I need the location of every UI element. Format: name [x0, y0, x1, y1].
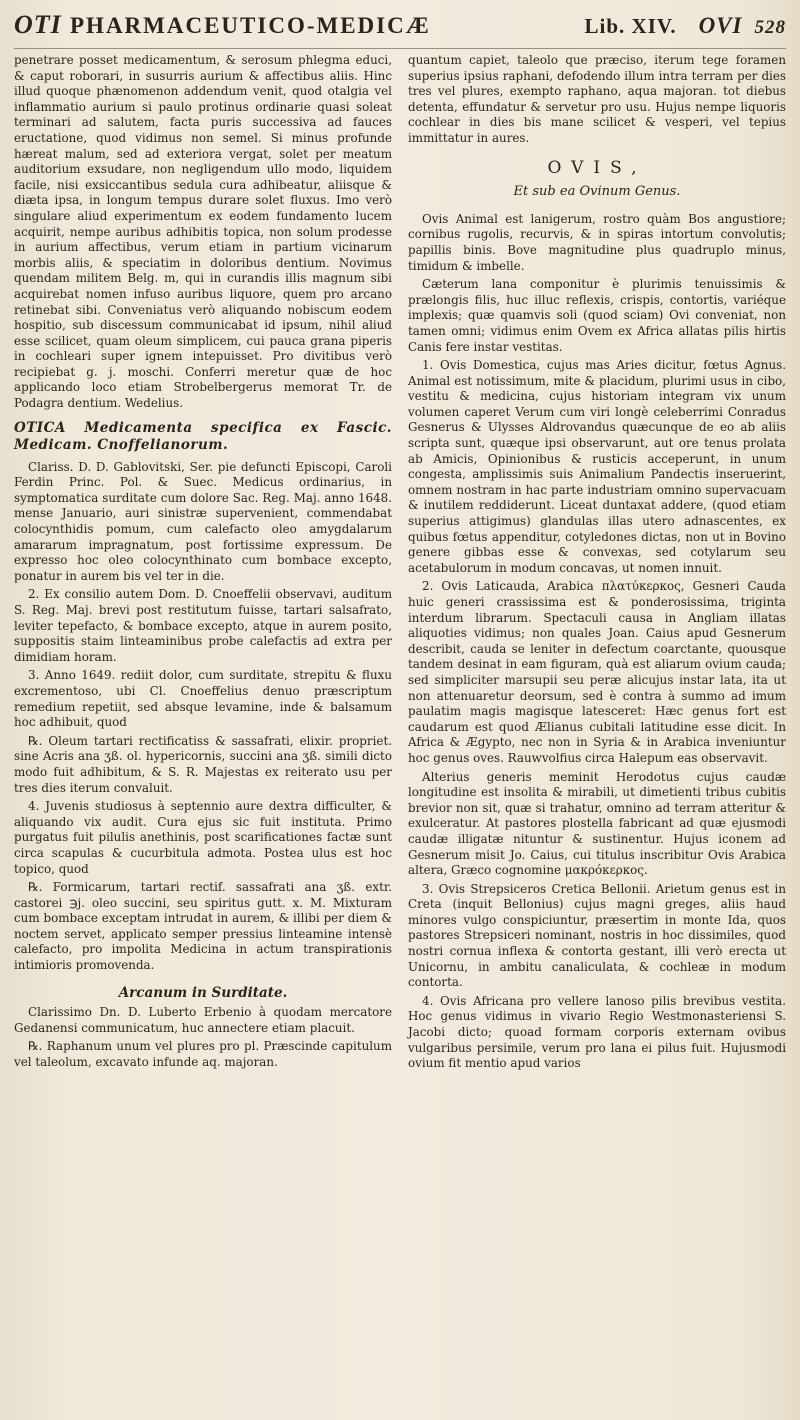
book-number: Lib. XIV.: [584, 14, 677, 38]
right-paragraph-7: 3. Ovis Strepsiceros Cretica Bellonii. Arietum genus est in Creta (inquit Bellonius) cujus magni greges, aliis haud minores vulgo conspiciuntur, præsertim in monte Ida, quos pastores Strepsiceri nominant, nostris in hoc dissimiles, quod nostri cornua inflexa & contorta gestant, illi verò erecta ut Unicornu, in ambitu canaliculata, & cochleæ in modum contorta.: [408, 881, 786, 990]
right-paragraph-4: 1. Ovis Domestica, cujus mas Aries dicitur, fœtus Agnus. Animal est notissimum, mite & placidum, plurimi usus in cibo, vestitu & medicina, cujus historiam integram vix unum volumen caperet Verum cum viri longè celeberrimi Conradus Gesnerus & Ulysses Aldrovandus quæcunque de eo ab aliis scripta sunt, quæque ipsi observarunt, aut ore tenus prolata ab Amicis, Opinionibus & rusticis acceperunt, in unum congesta, amplissimis suis Animalium Pandectis inseruerint, omnem nostram in hac parte industriam omnino supervacuam & inutilem reddiderunt. Liceat duntaxat addere, (quod etiam superius attigimus) glandulas illas utero adnascentes, ex quibus fœtus appenditur, cotyledones dictas, non ut in Bovino genere gibbas esse & convexas, sed cotylarum seu acetabulorum in modum concavas, ut nomen innuit.: [408, 358, 786, 575]
right-paragraph-5: 2. Ovis Laticauda, Arabica πλατύκερκος, Gesneri Cauda huic generi crassissima est & ponderosissima, triginta interdum librarum. Spectaculi causa in Angliam illatas aliquoties vidimus; non quales Joan. Caius apud Gesnerum describit, cauda se leniter in defectum coarctante, quousque tandem desinat in eam figuram, quà est aliarum ovium cauda; sed simpliciter marsupii seu peræ alicujus instar lata, ita ut non attenuaretur deorsum, sed è contra à summo ad imum paulatim magis magisque latesceret: Hæc genus fort est caudarum est quod Ælianus cubitali latitudine esse dicit. In Africa & Ægypto, nec non in Syria & in Arabica inveniuntur hoc genus oves. Rauwvolfius circa Halepum eas observavit.: [408, 579, 786, 765]
left-recipe-3: ℞. Raphanum unum vel plures pro pl. Præscinde capitulum vel taleolum, excavato infunde aq. majoran.: [14, 1039, 392, 1070]
right-column: [408, 53, 786, 1075]
page-number: 528: [754, 17, 786, 38]
right-paragraph-2: Ovis Animal est lanigerum, rostro quàm Bos angustiore; cornibus rugolis, recurvis, & in spiras intortum convolutis; papillis binis. Bove magnitudine plus quadruplo minus, timidum & imbelle.: [408, 211, 786, 273]
running-title: PHARMACEUTICO-MEDICÆ: [70, 13, 431, 38]
left-recipe-1: ℞. Oleum tartari rectificatiss & sassafrati, elixir. propriet. sine Acris ana ʒß. ol. hypericornis, succini ana ʒß. simili dicto modo fuit adhibitum, & S. R. Majestas ex reiterato usu per tres dies iterum convaluit.: [14, 733, 392, 795]
left-paragraph-1: penetrare posset medicamentum, & serosum phlegma educi, & caput roborari, in susurris aurium & affectibus aliis. Hinc illud quoque phænomenon addendum venit, quod otalgia vel inflammatio aurium si paulo protinus ordinarie quasi soleat terminari ad salutem, facta puris successiva ad fauces eructatione, quod vidimus non semel. Si minus profunde hæreat malum, sed ad exteriora vergat, solet per meatum auditorium exsudare, non negligendum ullo modo, liquidem facile, nisi exsiccantibus sedula cura adhibeatur, aliisque & diæta ipsa, in longum tempus durare solet fluxus. Imo verò singulare aliud experimentum ex eodem fundamento lucem acquirit, nempe auribus adhibitis topica, non solum prodesse in aurium affectibus, verum etiam in partium vicinarum morbis aliis, & speciatim in doloribus dentium. Novimus quendam militem Belg. m, qui in curandis illis magnum sibi acquirebat nomen infuso auribus liquore, quem pro arcano retinebat sibi. Conveniatus verò aliquando nobiscum eodem hospitio, sub discessum communicabat id ipsum, nihil aliud esse scilicet, quam oleum simplicem, cui pauca grana piperis in cochleari super ignem intepuisset. Pro divitibus verò recipiebat g. j. moschi. Conferri meretur quæ de hoc applicando loco etiam Strobelbergerus memorat Tr. de Podagra dentium. Wedelius.: [14, 53, 392, 411]
left-paragraph-3: 2. Ex consilio autem Dom. D. Cnoeffelii observavi, auditum S. Reg. Maj. brevi post restitutum fuisse, tartari salsafrato, leviter tepefacto, & bombace excepto, atque in aurem posito, suppositis staim linteaminibus probe calefactis ad extra per dimidiam horam.: [14, 587, 392, 664]
text-columns: [14, 53, 786, 1075]
section-title-otica: OTICA Medicamenta specifica ex Fascic. Medicam. Cnoffelianorum.: [14, 419, 392, 453]
right-paragraph-6: Alterius generis meminit Herodotus cujus caudæ longitudine est insolita & mirabili, ut dimetienti tribus cubitis brevior non sit, quæ si trahatur, omnino ad terram atteritur & exulceratur. At pastores plostella fabricant ad quæ ejusmodi caudæ illigatæ nituntur & sustinentur. Hujus iconem ad Gesnerum misit Jo. Caius, cui titulus inscribitur Ovis Arabica altera, Græco cognomine μακρόκερκος.: [408, 769, 786, 878]
subhead-arcanum: Arcanum in Surditate.: [118, 984, 288, 1001]
left-paragraph-8: Clarissimo Dn. D. Luberto Erbenio à quodam mercatore Gedanensi communicatum, huc annectere etiam placuit.: [14, 1005, 392, 1035]
signature-right: OVI: [698, 13, 743, 38]
entry-subtitle: Et sub ea Ovinum Genus.: [513, 184, 681, 200]
left-paragraph-2: Clariss. D. D. Gablovitski, Ser. pie defuncti Episcopi, Caroli Ferdin Princ. Pol. & Suec. Medicus ordinarius, in symptomatica surditate cum dolore Sac. Reg. Maj. anno 1648. mense Januario, auri sinistræ supervenient, commendabat colocynthidis pomum, cum calefacto oleo amygdalarum amararum impragnatum, post fortissime expressum. De expresso hoc oleo colocynthinato cum bombace excepto, ponatur in aurem bis vel ter in die.: [14, 459, 392, 583]
running-header: [14, 10, 786, 49]
left-paragraph-4: 3. Anno 1649. rediit dolor, cum surditate, strepitu & fluxu excrementoso, ubi Cl. Cnoeffelius denuo præscriptum remedium repetiit, sed absque levamine, inde & balsamum hoc adhibuit, quod: [14, 668, 392, 730]
right-paragraph-3: Cæterum lana componitur è plurimis tenuissimis & prælongis filis, huc illuc reflexis, crispis, contortis, variéque implexis; quæ quamvis soli (quod sciam) Ovi conveniat, non tamen omni; vidimus enim Ovem ex Africa allatas pilis hirtis Canis fere instar vestitas.: [408, 277, 786, 354]
right-paragraph-1: quantum capiet, taleolo que præciso, iterum tege foramen superius ipsius raphani, defodendo illum intra terram per dies tres vel plures, exempto raphano, aqua majoran. tot diebus detenta, effundatur & servetur pro usu. Hujus nempe liquoris cochlear in dies bis mane scilicet & vesperi, vel tepius immittatur in aures.: [408, 53, 786, 145]
entry-title-ovis: OVIS,: [547, 157, 647, 178]
left-paragraph-6: 4. Juvenis studiosus à septennio aure dextra difficulter, & aliquando vix audit. Cura ejus sic fuit instituta. Primo purgatus fuit pilulis anethinis, post scarificationes factæ sunt circa scapulas & cucurbitula admota. Postea ulus est hoc topico, quod: [14, 799, 392, 876]
signature-left: OTI: [14, 10, 62, 39]
left-column: [14, 53, 392, 1075]
left-recipe-2: ℞. Formicarum, tartari rectif. sassafrati ana ʒß. extr. castorei ℈j. oleo succini, seu spiritus gutt. x. M. Mixturam cum bombace exceptam intrudat in aurem, & illibi per diem & noctem servet, applicato semper pressius linteamine intensè calefacto, pro impolita Medicina in actum transpirationis intimioris promovenda.: [14, 880, 392, 973]
right-paragraph-8: 4. Ovis Africana pro vellere lanoso pilis brevibus vestita. Hoc genus vidimus in vivario Regio Westmonasteriensi S. Jacobi dicto; quoad formam corporis externam ovibus vulgaribus persimile, verum pro lana ei pilus fuit. Hujusmodi ovium fit mentio apud varios: [408, 993, 786, 1071]
